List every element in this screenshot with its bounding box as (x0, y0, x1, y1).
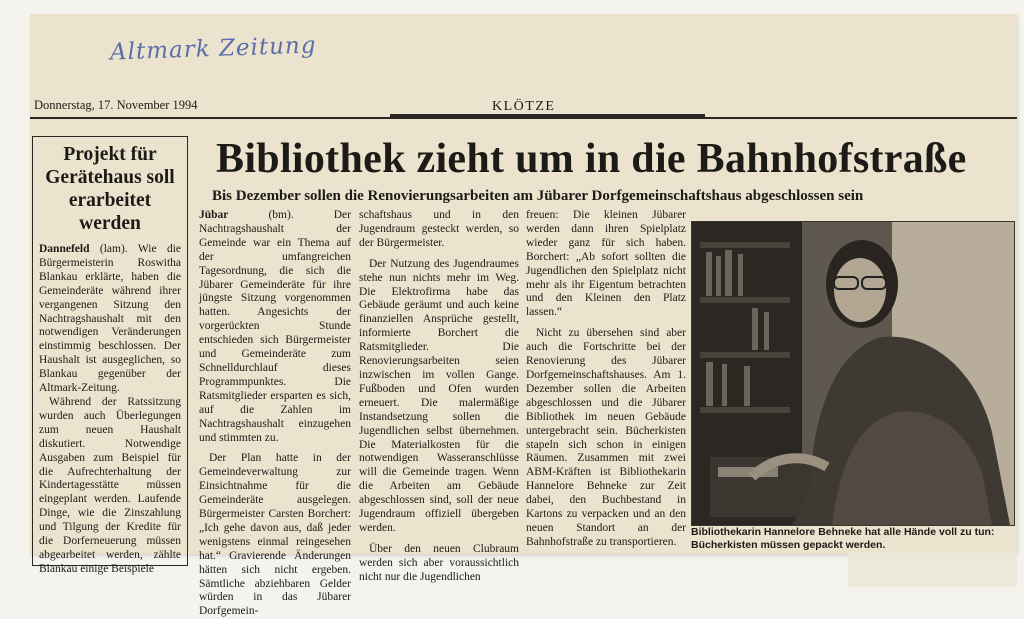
article-paragraph: Der Plan hatte in der Gemeindeverwaltung zur Einsichtnahme für die Gemeinderäte ausgelegen. Bürgermeister Carsten Borchert: „Ich gehe davon aus, daß jeder wenigstens einmal reingesehen hat.“ Gravierende Änderungen hätten sich nicht ergeben. Sämtliche abziehbaren Gelder würden in das Jübarer Dorfgemein- (199, 452, 351, 618)
article-paragraph: Nicht zu übersehen sind aber auch die Fortschritte bei der Renovierung des Jübarer Dorfgemeinschaftshauses. Am 1. Dezember sollen die Arbeiten abgeschlossen und die Jübarer Bibliothek im neuen Gebäude untergebracht sein. Bücherkisten stapeln sich schon in einigen Räumen. Zusammen mit zwei ABM-Kräften ist Bibliothekarin Hannelore Behneke zur Zeit dabei, den Buchbestand in Kartons zu verpacken und an den neuen Standort an der Bahnhofstraße zu transportieren. (526, 327, 686, 548)
article-column-3 (526, 209, 686, 559)
article-column-1 (199, 209, 351, 618)
section-title: KLÖTZE (492, 99, 556, 114)
article-lead: Jübar (199, 209, 229, 221)
sidebar-byline: (lam). (89, 243, 138, 255)
article-paragraph (199, 209, 351, 445)
article-subheadline: Bis Dezember sollen die Renovierungsarbeiten am Jübarer Dorfgemeinschaftshaus abgeschlossen sein (212, 188, 864, 204)
header-rule (30, 117, 1017, 119)
sidebar-text: Wie die Bürgermeisterin Roswitha Blankau erklärte, haben die Gemeinderäte während ihrer vergangenen Sitzung den Nachtragshaushalt mit den notwendigen Veränderungen einstimmig beschlossen. Der Haushalt ist ausgeglichen, so Blankau gegenüber der Altmark-Zeitung. (39, 243, 181, 395)
handwritten-source-note: Altmark Zeitung (109, 32, 317, 66)
photo-librarian-image (691, 221, 1015, 526)
newspaper-clipping (30, 14, 1017, 618)
dateline: Donnerstag, 17. November 1994 (34, 98, 198, 112)
sidebar-paragraph (39, 243, 181, 396)
article-column-2 (359, 209, 519, 583)
sidebar-paragraph: Während der Ratssitzung wurden auch Überlegungen zum neuen Haushalt diskutiert. Notwendige Ausgaben zum Beispiel für die Aufrechterhaltung der Kindertagesstätte müssen eingeplant werden. Laufende Dinge, wie die Zinszahlung und Tilgung der Kredite für die Dorferneuerung müssen abgearbeitet werden, zählte Blankau einige Beispiele (39, 395, 181, 575)
photo-caption: Bibliothekarin Hannelore Behneke hat alle Hände voll zu tun: Bücherkisten müssen gepackt werden. (691, 526, 995, 551)
paper-edge (848, 553, 1017, 587)
article-text: Der Nachtragshaushalt der Gemeinde war ein Thema auf der umfangreichen Tagesordnung, die sich die Jübarer Gemeinderäte für ihre jüngste Sitzung vorgenommen hatten. Angesichts der vorgerückten Stunde entschieden sich Bürgermeister und Gemeinderäte zum Schnelldurchlauf dieses Programmpunktes. Die Ratsmitglieder ersparten es sich, auf die Zahlen im Nachtragshaushalt einzugehen und stimmten zu. (199, 209, 351, 444)
article-paragraph: schaftshaus und in den Jugendraum gesteckt werden, so der Bürgermeister. (359, 209, 519, 249)
article-headline: Bibliothek zieht um in die Bahnhofstraße (216, 136, 967, 182)
photo-illustration (692, 222, 1014, 525)
article-byline: (bm). (228, 209, 334, 221)
sidebar-article (32, 136, 188, 575)
sidebar-headline: Projekt für Gerätehaus soll erarbeitet werden (45, 144, 175, 234)
article-paragraph: freuen: Die kleinen Jübarer werden dann ihren Spielplatz wieder ganz für sich haben. Borchert: „Ab sofort sollten die Jugendlichen den Spielplatz nicht mehr als ihr Eigentum betrachten und den Kleinen den Platz lassen.“ (526, 209, 686, 319)
article-paragraph: Der Nutzung des Jugendraumes stehe nun nichts mehr im Weg. Die Elektrofirma habe das Gebäude geräumt und auch keine finanziellen Ansprüche gestellt, informierte Borchert die Ratsmitglieder. Die Renovierungsarbeiten seien inzwischen im vollen Gange. Fußboden und Ofen wurden erneuert. Die malermäßige Instandsetzung sollen die Jugendlichen selbst übernehmen. Die Materialkosten für die notwendigen Wasseranschlüsse will die Gemeinde tragen. Wenn die Arbeiten am Gebäude abgeschlossen sind, soll der neue Jugendraum offiziell übergeben werden. (359, 257, 519, 534)
article-paragraph: Über den neuen Clubraum werden sich aber voraussichtlich nicht nur die Jugendlichen (359, 542, 519, 583)
sidebar-lead: Dannefeld (39, 243, 90, 255)
